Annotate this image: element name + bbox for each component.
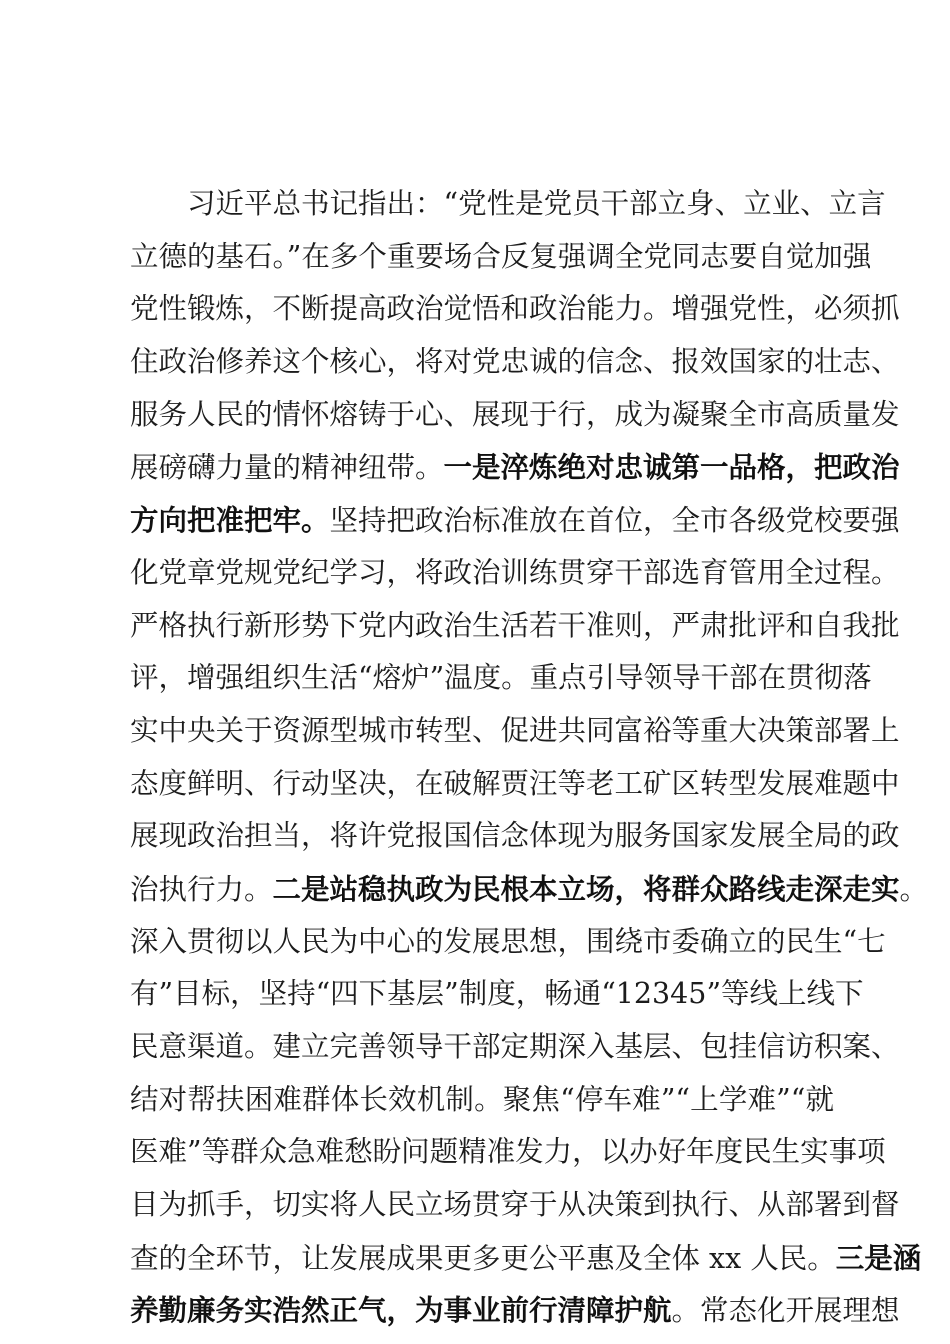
- text-run: 服务人民的情怀熔铸于心、展现于行，成为凝聚全市高质量发: [130, 397, 900, 431]
- text-line: [130, 441, 900, 494]
- text-run: 党性锻炼，不断提高政治觉悟和政治能力。增强党性，必须抓: [130, 292, 900, 326]
- bold-heading-run: 方向把准把牢。: [130, 503, 330, 538]
- text-line: [130, 389, 900, 442]
- text-line: [130, 863, 929, 916]
- text-line: [130, 1179, 900, 1232]
- text-run: 实中央关于资源型城市转型、促进共同富裕等重大决策部署上: [130, 713, 900, 747]
- text-run: 展磅礴力量的精神纽带。: [130, 451, 444, 485]
- text-run: 态度鲜明、行动坚决，在破解贾汪等老工矿区转型发展难题中: [130, 766, 900, 800]
- body-paragraph: [130, 178, 929, 1337]
- text-line: [130, 916, 886, 969]
- bold-heading-run: 养勤廉务实浩然正气，为事业前行清障护航: [130, 1293, 672, 1328]
- text-run: 深入贯彻以人民为中心的发展思想，围绕市委确立的民生“七: [130, 924, 886, 958]
- text-run: 结对帮扶困难群体长效机制。聚焦“停车难”“上学难”“就: [130, 1082, 834, 1116]
- text-run: 。常态化开展理想: [671, 1294, 900, 1328]
- bold-heading-run: 二是站稳执政为民根本立场，将群众路线走深走实: [272, 871, 900, 906]
- text-run: 立德的基石。”在多个重要场合反复强调全党同志要自觉加强: [130, 239, 872, 273]
- text-line: [130, 494, 900, 547]
- text-run: 习近平总书记指出：“党性是党员干部立身、立业、立言: [187, 187, 886, 220]
- text-line: [130, 1126, 886, 1179]
- text-line: [130, 705, 900, 758]
- text-line: [130, 1021, 900, 1074]
- text-run: 治执行力。: [130, 872, 273, 906]
- text-line: [130, 600, 900, 653]
- text-run: 展现政治担当，将许党报国信念体现为服务国家发展全局的政: [130, 819, 900, 853]
- text-line: [130, 1232, 922, 1285]
- text-run: 化党章党规党纪学习，将政治训练贯穿干部选育管用全过程。: [130, 555, 900, 589]
- text-run: 有”目标，坚持“四下基层”制度，畅通“12345”等线上线下: [130, 977, 864, 1011]
- text-run: 住政治修养这个核心，将对党忠诚的信念、报效国家的壮志、: [130, 345, 900, 379]
- text-line: [130, 547, 900, 600]
- text-run: 坚持把政治标准放在首位，全市各级党校要强: [329, 504, 900, 538]
- text-run: 严格执行新形势下党内政治生活若干准则，严肃批评和自我批: [130, 608, 900, 642]
- text-run: 医难”等群众急难愁盼问题精准发力，以办好年度民生实事项: [130, 1135, 886, 1169]
- text-line: [130, 652, 872, 705]
- text-run: 目为抓手，切实将人民立场贯穿于从决策到执行、从部署到督: [130, 1188, 900, 1222]
- text-line: [130, 758, 900, 811]
- text-line: [130, 178, 886, 231]
- text-run: 查的全环节，让发展成果更多更公平惠及全体 xx 人民。: [130, 1241, 836, 1275]
- text-line: [130, 283, 900, 336]
- text-line: [130, 1074, 834, 1127]
- text-line: [130, 1284, 900, 1337]
- bold-heading-run: 一是淬炼绝对忠诚第一品格，把政治: [443, 450, 900, 485]
- bold-heading-run: 三是涵: [835, 1240, 922, 1275]
- text-run: 民意渠道。建立完善领导干部定期深入基层、包挂信访积案、: [130, 1030, 900, 1063]
- text-line: [130, 231, 872, 284]
- text-run: 。: [899, 872, 929, 906]
- text-line: [130, 810, 900, 863]
- text-line: [130, 968, 864, 1021]
- text-line: [130, 336, 900, 389]
- text-run: 评，增强组织生活“熔炉”温度。重点引导领导干部在贯彻落: [130, 661, 872, 695]
